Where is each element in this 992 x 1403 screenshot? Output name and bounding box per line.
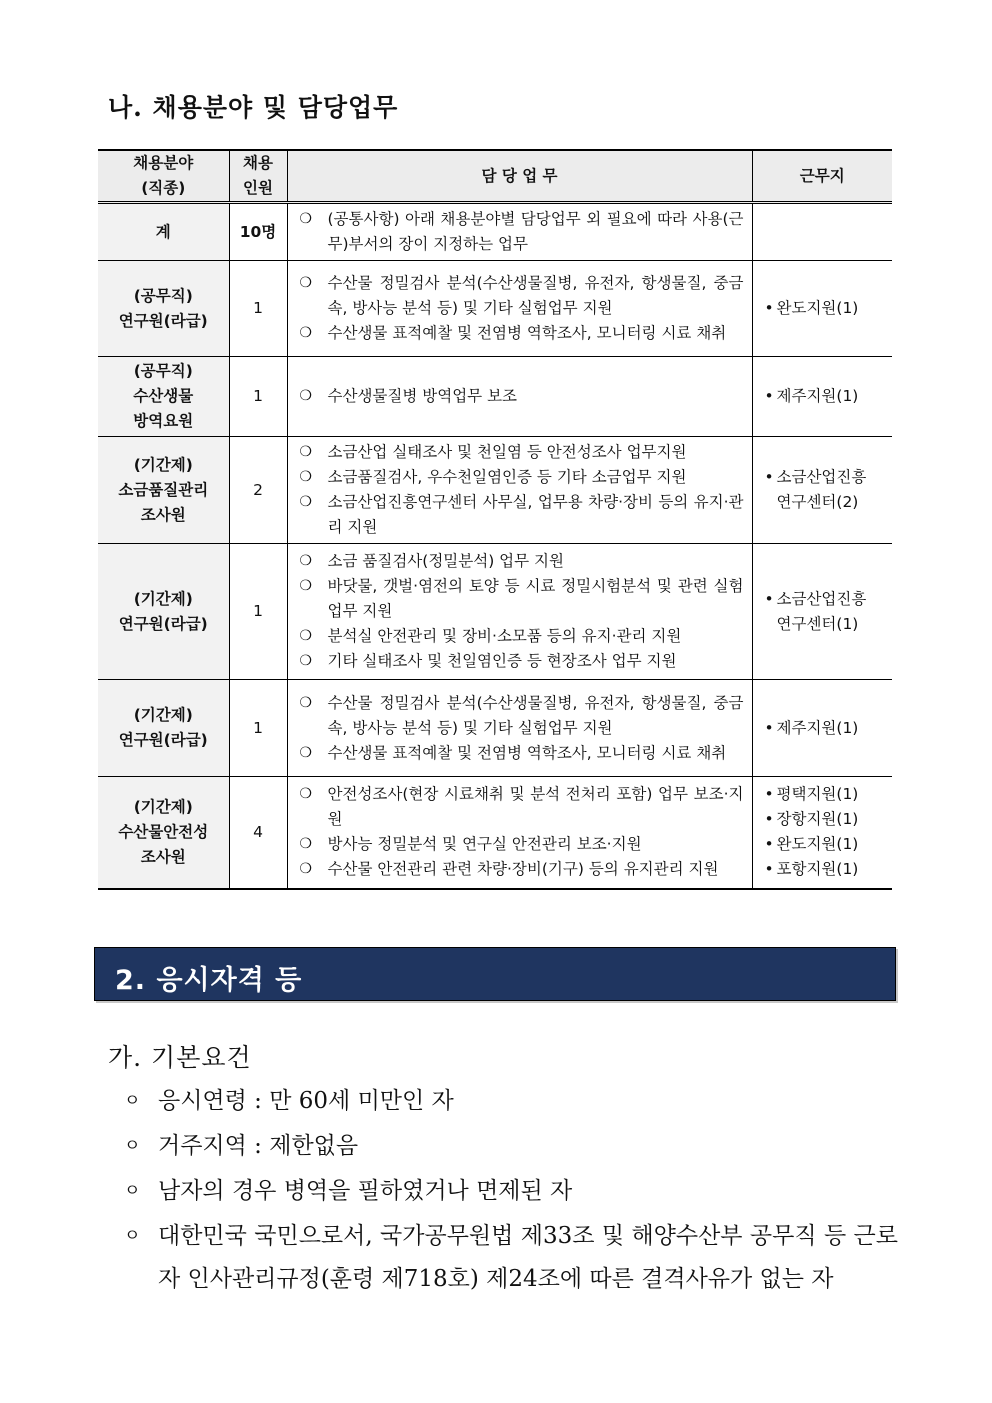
field-cell xyxy=(98,544,229,680)
table-row xyxy=(98,261,892,357)
workplace-item: • 장항지원(1) xyxy=(765,807,887,832)
table-row xyxy=(98,357,892,437)
table-row xyxy=(98,544,892,680)
duties-cell xyxy=(287,777,752,889)
table-row xyxy=(98,437,892,544)
duties-cell xyxy=(287,544,752,680)
table-row xyxy=(98,680,892,777)
field-name-line: 조사원 xyxy=(140,505,186,524)
duty-item: ❍ 수산생물 표적예찰 및 전염병 역학조사, 모니터링 시료 채취 xyxy=(300,321,744,346)
workplace-cell xyxy=(752,203,892,261)
headcount-cell: 1 xyxy=(229,357,287,437)
duty-item: ❍ 수산물 정밀검사 분석(수산생물질병, 유전자, 항생물질, 중금속, 방사능 분석 등) 및 기타 실험업무 지원 xyxy=(300,271,744,321)
workplace-cell xyxy=(752,680,892,777)
duty-item: ❍ 소금품질검사, 우수천일염인증 등 기타 소금업무 지원 xyxy=(300,465,744,490)
field-name-line: 방역요원 xyxy=(133,412,194,430)
field-name-line: (기간제) xyxy=(133,455,193,474)
duty-item: ❍ 소금 품질검사(정밀분석) 업무 지원 xyxy=(300,549,744,574)
recruitment-table xyxy=(98,149,892,890)
workplace-item: • 완도지원(1) xyxy=(765,296,887,321)
header-count: 채용 인원 xyxy=(229,150,287,203)
section-bar xyxy=(94,947,896,1001)
field-cell xyxy=(98,203,229,261)
table-row xyxy=(98,777,892,889)
header-field: 채용분야 (직종) xyxy=(98,150,229,203)
workplace-cell xyxy=(752,357,892,437)
headcount-cell: 10명 xyxy=(229,203,287,261)
duties-cell xyxy=(287,203,752,261)
duties-cell xyxy=(287,680,752,777)
headcount-cell: 1 xyxy=(229,544,287,680)
duty-item: ❍ 안전성조사(현장 시료채취 및 분석 전처리 포함) 업무 보조·지원 xyxy=(300,782,744,832)
duty-item: ❍ 수산물 안전관리 관련 차량·장비(기구) 등의 유지관리 지원 xyxy=(300,857,744,882)
field-name-line: (공무직) xyxy=(133,362,193,380)
workplace-item: • 소금산업진흥 연구센터(2) xyxy=(765,465,887,515)
field-cell xyxy=(98,437,229,544)
field-name-line: (기간제) xyxy=(133,589,193,608)
subsection-heading-recruitment-fields: 나. 채용분야 및 담당업무 xyxy=(108,93,399,122)
duty-item: ❍ 소금산업진흥연구센터 사무실, 업무용 차량·장비 등의 유지·관리 지원 xyxy=(300,490,744,540)
field-cell xyxy=(98,261,229,357)
workplace-item: • 제주지원(1) xyxy=(765,716,887,741)
field-name-line: 조사원 xyxy=(140,847,186,866)
duty-item: ❍ 수산물 정밀검사 분석(수산생물질병, 유전자, 항생물질, 중금속, 방사능 분석 등) 및 기타 실험업무 지원 xyxy=(300,691,744,741)
workplace-cell xyxy=(752,777,892,889)
workplace-item: • 평택지원(1) xyxy=(765,782,887,807)
field-name-line: 수산물안전성 xyxy=(118,822,209,841)
duties-cell xyxy=(287,261,752,357)
requirement-item: ㅇ 남자의 경우 병역을 필하였거나 면제된 자 xyxy=(124,1170,898,1213)
field-name-line: 연구원(라급) xyxy=(118,311,208,330)
field-name-line: (공무직) xyxy=(133,286,193,305)
headcount-cell: 1 xyxy=(229,261,287,357)
requirement-item: ㅇ 대한민국 국민으로서, 국가공무원법 제33조 및 해양수산부 공무직 등 근로자 인사관리규정(훈령 제718호) 제24조에 따른 결격사유가 없는 자 xyxy=(124,1215,898,1301)
duties-cell xyxy=(287,437,752,544)
requirement-item: ㅇ 거주지역 : 제한없음 xyxy=(124,1125,898,1168)
header-workplace: 근무지 xyxy=(752,150,892,203)
duty-item: ❍ 분석실 안전관리 및 장비·소모품 등의 유지·관리 지원 xyxy=(300,624,744,649)
field-name-line: 소금품질관리 xyxy=(118,480,209,499)
field-name-line: 수산생물 xyxy=(133,387,194,405)
subsection-heading-basic-requirements: 가. 기본요건 xyxy=(108,1043,252,1072)
duty-item: ❍ (공통사항) 아래 채용분야별 담당업무 외 필요에 따라 사용(근무)부서의 장이 지정하는 업무 xyxy=(300,207,744,257)
header-duties: 담 당 업 무 xyxy=(287,150,752,203)
field-name-line: (기간제) xyxy=(133,706,193,724)
duty-item: ❍ 수산생물 표적예찰 및 전염병 역학조사, 모니터링 시료 채취 xyxy=(300,741,744,766)
workplace-cell xyxy=(752,437,892,544)
requirements-list xyxy=(124,1080,898,1303)
duty-item: ❍ 소금산업 실태조사 및 천일염 등 안전성조사 업무지원 xyxy=(300,440,744,465)
requirement-item: ㅇ 응시연령 : 만 60세 미만인 자 xyxy=(124,1080,898,1123)
workplace-cell xyxy=(752,261,892,357)
duty-item: ❍ 기타 실태조사 및 천일염인증 등 현장조사 업무 지원 xyxy=(300,649,744,674)
duty-item: ❍ 수산생물질병 방역업무 보조 xyxy=(300,384,744,409)
field-cell xyxy=(98,357,229,437)
headcount-cell: 1 xyxy=(229,680,287,777)
section-title: 2. 응시자격 등 xyxy=(115,965,303,996)
field-name-line: 계 xyxy=(155,222,171,241)
duties-cell xyxy=(287,357,752,437)
field-cell xyxy=(98,680,229,777)
table-row xyxy=(98,203,892,261)
workplace-cell xyxy=(752,544,892,680)
workplace-item: • 소금산업진흥 연구센터(1) xyxy=(765,587,887,637)
headcount-cell: 4 xyxy=(229,777,287,889)
field-name-line: 연구원(라급) xyxy=(118,731,208,749)
duty-item: ❍ 방사능 정밀분석 및 연구실 안전관리 보조·지원 xyxy=(300,832,744,857)
field-name-line: 연구원(라급) xyxy=(118,614,208,633)
table-header-row xyxy=(98,150,892,203)
headcount-cell: 2 xyxy=(229,437,287,544)
workplace-item: • 제주지원(1) xyxy=(765,384,887,409)
field-cell xyxy=(98,777,229,889)
field-name-line: (기간제) xyxy=(133,797,193,816)
duty-item: ❍ 바닷물, 갯벌·염전의 토양 등 시료 정밀시험분석 및 관련 실험업무 지원 xyxy=(300,574,744,624)
workplace-item: • 완도지원(1) xyxy=(765,832,887,857)
workplace-item: • 포항지원(1) xyxy=(765,857,887,882)
